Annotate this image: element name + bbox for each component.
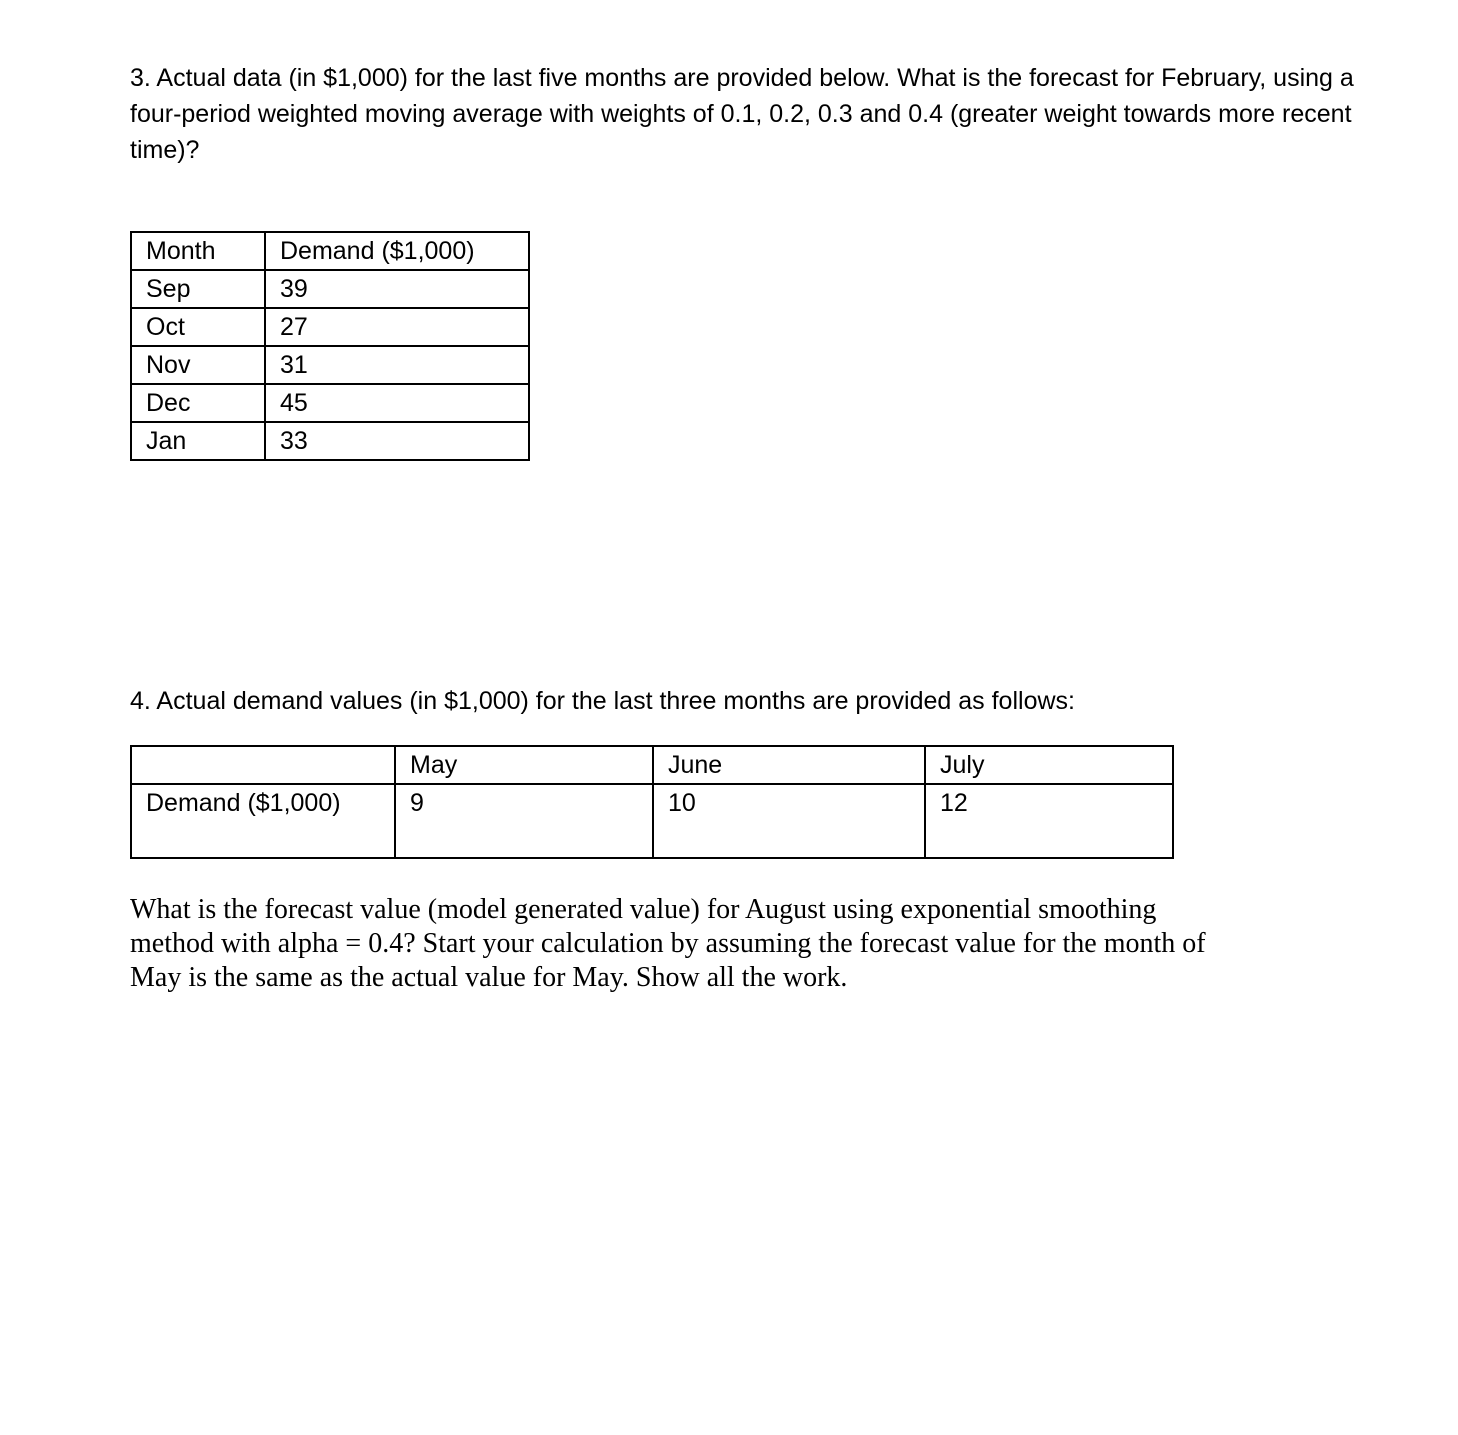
- value-june: 10: [653, 784, 925, 858]
- demand-cell: 39: [265, 270, 529, 308]
- month-cell: Sep: [131, 270, 265, 308]
- question-4-followup: What is the forecast value (model generated value) for August using exponential smoothing method with alpha = 0.4? Start your calculation by assuming the forecast value for the month of May is the same as the actual value for May. Show all the work.: [130, 894, 1206, 993]
- table-row: [131, 346, 529, 384]
- question-3-text: 3. Actual data (in $1,000) for the last five months are provided below. What is the forecast for February, using a four-period weighted moving average with weights of 0.1, 0.2, 0.3 and 0.4 (greater weight towards more recent time)?: [130, 64, 1354, 164]
- header-may: May: [395, 746, 653, 784]
- table-header-row: [131, 232, 529, 270]
- month-cell: Oct: [131, 308, 265, 346]
- table-header-row: [131, 746, 1173, 784]
- table-row: [131, 784, 1173, 858]
- month-cell: Dec: [131, 384, 265, 422]
- header-demand: Demand ($1,000): [265, 232, 529, 270]
- header-june: June: [653, 746, 925, 784]
- header-empty: [131, 746, 395, 784]
- demand-cell: 45: [265, 384, 529, 422]
- header-month: Month: [131, 232, 265, 270]
- demand-cell: 31: [265, 346, 529, 384]
- table-row: [131, 422, 529, 460]
- table-row: [131, 308, 529, 346]
- question-4-text: 4. Actual demand values (in $1,000) for the last three months are provided as follows:: [130, 687, 1075, 715]
- table-row: [131, 384, 529, 422]
- month-cell: Jan: [131, 422, 265, 460]
- header-july: July: [925, 746, 1173, 784]
- value-july: 12: [925, 784, 1173, 858]
- value-may: 9: [395, 784, 653, 858]
- demand-cell: 33: [265, 422, 529, 460]
- summer-demand-table: [130, 745, 1174, 859]
- demand-cell: 27: [265, 308, 529, 346]
- row-label-demand: Demand ($1,000): [131, 784, 395, 858]
- monthly-demand-table: [130, 231, 530, 461]
- month-cell: Nov: [131, 346, 265, 384]
- table-row: [131, 270, 529, 308]
